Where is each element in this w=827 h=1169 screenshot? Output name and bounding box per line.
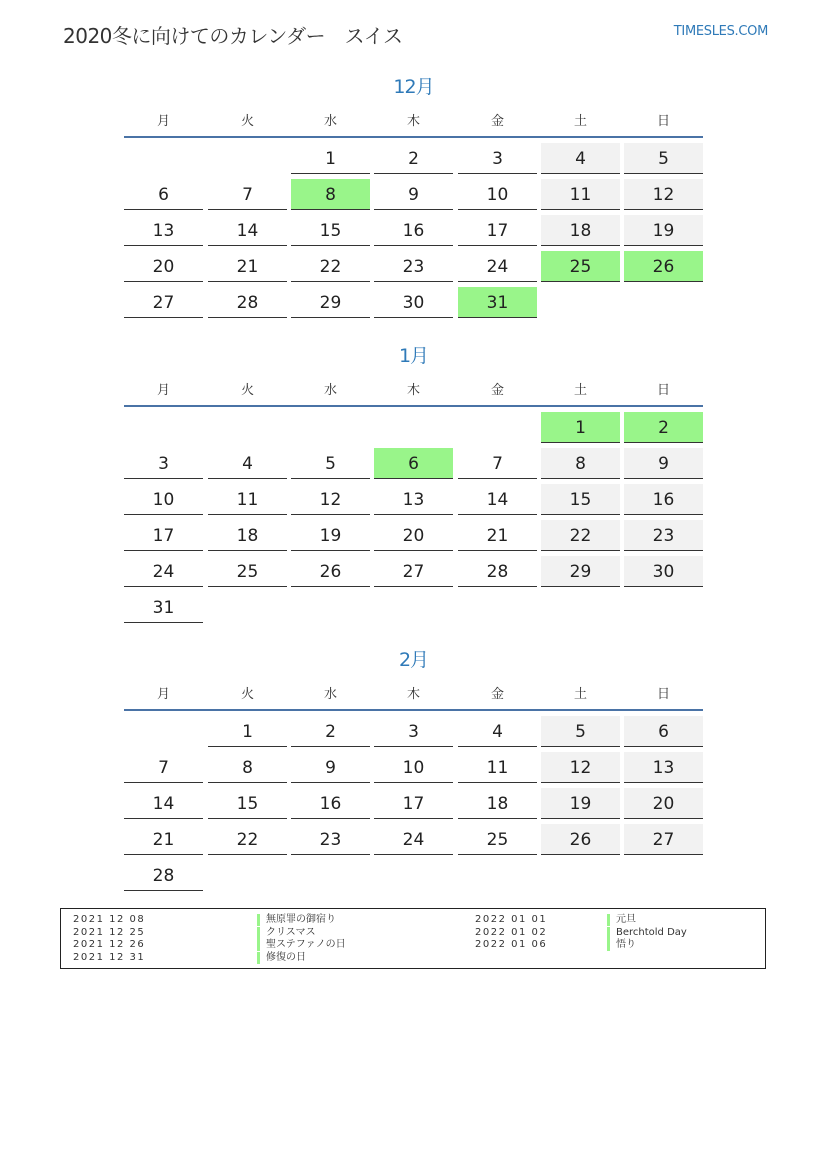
day-cell[interactable]: 3 [124, 448, 203, 479]
weekday-label: 月 [156, 687, 170, 702]
day-cell[interactable]: 10 [374, 752, 453, 783]
legend-date: 2021 12 25 [73, 926, 146, 938]
month-title: 1月 [398, 345, 429, 367]
header-divider [124, 709, 703, 711]
weekday-label: 水 [323, 114, 337, 129]
weekday-label: 木 [406, 687, 420, 702]
weekday-label: 金 [490, 114, 504, 129]
day-cell[interactable]: 14 [124, 788, 203, 819]
header-divider [124, 136, 703, 138]
day-cell[interactable]: 13 [624, 752, 703, 783]
weekday-label: 金 [490, 687, 504, 702]
day-cell[interactable]: 14 [208, 215, 287, 246]
legend-holiday-name: 元旦 [607, 914, 636, 926]
day-cell[interactable]: 18 [208, 520, 287, 551]
legend-date: 2021 12 31 [73, 951, 146, 963]
holiday-day-cell[interactable]: 6 [374, 448, 453, 479]
legend-date: 2022 01 01 [475, 914, 548, 925]
legend-date: 2021 12 26 [73, 939, 146, 950]
weekday-label: 火 [240, 687, 254, 702]
weekday-label: 火 [240, 114, 254, 129]
day-cell[interactable]: 20 [624, 788, 703, 819]
day-cell[interactable]: 4 [458, 716, 537, 747]
day-cell[interactable]: 28 [124, 860, 203, 891]
weekday-label: 木 [406, 114, 420, 129]
weekday-label: 火 [240, 383, 254, 398]
day-cell[interactable]: 29 [291, 287, 370, 318]
day-cell[interactable]: 23 [374, 251, 453, 282]
site-name[interactable]: TIMESLES.COM [673, 24, 768, 39]
day-cell[interactable]: 25 [458, 824, 537, 855]
day-cell[interactable]: 3 [458, 143, 537, 174]
day-cell[interactable]: 17 [124, 520, 203, 551]
day-cell[interactable]: 17 [374, 788, 453, 819]
day-cell[interactable]: 30 [374, 287, 453, 318]
holiday-day-cell[interactable]: 26 [624, 251, 703, 282]
day-cell[interactable]: 30 [624, 556, 703, 587]
weekday-label: 月 [156, 114, 170, 129]
weekday-label: 水 [323, 383, 337, 398]
day-cell[interactable]: 22 [208, 824, 287, 855]
day-cell[interactable]: 14 [458, 484, 537, 515]
weekday-label: 土 [573, 114, 587, 129]
legend-holiday-name: 聖ステファノの日 [257, 939, 346, 951]
weekday-label: 金 [490, 383, 504, 398]
day-cell[interactable]: 11 [541, 179, 620, 210]
day-cell[interactable]: 5 [291, 448, 370, 479]
legend-holiday-name: クリスマス [257, 927, 316, 939]
day-cell[interactable]: 29 [541, 556, 620, 587]
day-cell[interactable]: 2 [374, 143, 453, 174]
legend-holiday-name: 修復の日 [257, 952, 306, 964]
day-cell[interactable]: 6 [124, 179, 203, 210]
legend-holiday-name: Berchtold Day [607, 927, 687, 939]
holiday-legend [60, 908, 766, 969]
day-cell[interactable]: 10 [458, 179, 537, 210]
legend-date: 2022 01 02 [475, 926, 548, 938]
day-cell[interactable]: 17 [458, 215, 537, 246]
weekday-header [124, 379, 703, 399]
day-cell[interactable]: 16 [291, 788, 370, 819]
day-cell[interactable]: 15 [541, 484, 620, 515]
day-cell[interactable]: 27 [374, 556, 453, 587]
holiday-day-cell[interactable]: 8 [291, 179, 370, 210]
day-cell[interactable]: 19 [624, 215, 703, 246]
month-title: 12月 [393, 76, 434, 98]
day-cell[interactable]: 5 [541, 716, 620, 747]
day-cell[interactable]: 7 [458, 448, 537, 479]
day-cell[interactable]: 12 [541, 752, 620, 783]
weekday-label: 日 [656, 687, 670, 702]
weekday-header [124, 683, 703, 703]
day-cell[interactable]: 18 [458, 788, 537, 819]
day-cell[interactable]: 7 [124, 752, 203, 783]
legend-holiday-name: 無原罪の御宿り [257, 914, 336, 926]
holiday-day-cell[interactable]: 2 [624, 412, 703, 443]
day-cell[interactable]: 15 [291, 215, 370, 246]
weekday-label: 日 [656, 114, 670, 129]
header-divider [124, 405, 703, 407]
day-cell[interactable]: 9 [624, 448, 703, 479]
day-cell[interactable]: 7 [208, 179, 287, 210]
weekday-label: 木 [406, 383, 420, 398]
day-cell[interactable]: 9 [291, 752, 370, 783]
holiday-day-cell[interactable]: 25 [541, 251, 620, 282]
day-cell[interactable]: 27 [124, 287, 203, 318]
day-cell[interactable]: 16 [624, 484, 703, 515]
day-cell[interactable]: 8 [541, 448, 620, 479]
day-cell[interactable]: 18 [541, 215, 620, 246]
day-cell[interactable]: 25 [208, 556, 287, 587]
day-cell[interactable]: 8 [208, 752, 287, 783]
legend-date: 2021 12 08 [73, 914, 146, 925]
day-cell[interactable]: 20 [374, 520, 453, 551]
day-cell[interactable]: 24 [124, 556, 203, 587]
page-title: 2020冬に向けてのカレンダー スイス [63, 24, 403, 48]
day-cell[interactable]: 4 [541, 143, 620, 174]
day-cell[interactable]: 5 [624, 143, 703, 174]
holiday-day-cell[interactable]: 1 [541, 412, 620, 443]
legend-holiday-name: 悟り [607, 939, 636, 951]
legend-date: 2022 01 06 [475, 939, 548, 950]
day-cell[interactable]: 24 [458, 251, 537, 282]
weekday-label: 月 [156, 383, 170, 398]
day-cell[interactable]: 27 [624, 824, 703, 855]
weekday-header [124, 110, 703, 130]
day-cell[interactable]: 19 [291, 520, 370, 551]
day-cell[interactable]: 11 [208, 484, 287, 515]
day-cell[interactable]: 21 [208, 251, 287, 282]
day-cell[interactable]: 15 [208, 788, 287, 819]
day-cell[interactable]: 3 [374, 716, 453, 747]
day-cell[interactable]: 9 [374, 179, 453, 210]
day-cell[interactable]: 13 [374, 484, 453, 515]
day-cell[interactable]: 11 [458, 752, 537, 783]
day-cell[interactable]: 28 [208, 287, 287, 318]
day-cell[interactable]: 4 [208, 448, 287, 479]
holiday-day-cell[interactable]: 31 [458, 287, 537, 318]
weekday-label: 水 [323, 687, 337, 702]
day-cell[interactable]: 21 [124, 824, 203, 855]
day-cell[interactable]: 24 [374, 824, 453, 855]
day-cell[interactable]: 19 [541, 788, 620, 819]
day-cell[interactable]: 21 [458, 520, 537, 551]
day-cell[interactable]: 26 [541, 824, 620, 855]
day-cell[interactable]: 12 [291, 484, 370, 515]
day-cell[interactable]: 22 [291, 251, 370, 282]
day-cell[interactable]: 2 [291, 716, 370, 747]
day-cell[interactable]: 10 [124, 484, 203, 515]
day-cell[interactable]: 16 [374, 215, 453, 246]
day-cell[interactable]: 1 [208, 716, 287, 747]
weekday-label: 日 [656, 383, 670, 398]
day-cell[interactable]: 28 [458, 556, 537, 587]
month-title: 2月 [398, 649, 429, 671]
day-cell[interactable]: 12 [624, 179, 703, 210]
weekday-label: 土 [573, 687, 587, 702]
day-cell[interactable]: 31 [124, 592, 203, 623]
weekday-label: 土 [573, 383, 587, 398]
day-cell[interactable]: 1 [291, 143, 370, 174]
day-cell[interactable]: 6 [624, 716, 703, 747]
day-cell[interactable]: 13 [124, 215, 203, 246]
day-cell[interactable]: 23 [624, 520, 703, 551]
day-cell[interactable]: 22 [541, 520, 620, 551]
day-cell[interactable]: 26 [291, 556, 370, 587]
day-cell[interactable]: 23 [291, 824, 370, 855]
day-cell[interactable]: 20 [124, 251, 203, 282]
